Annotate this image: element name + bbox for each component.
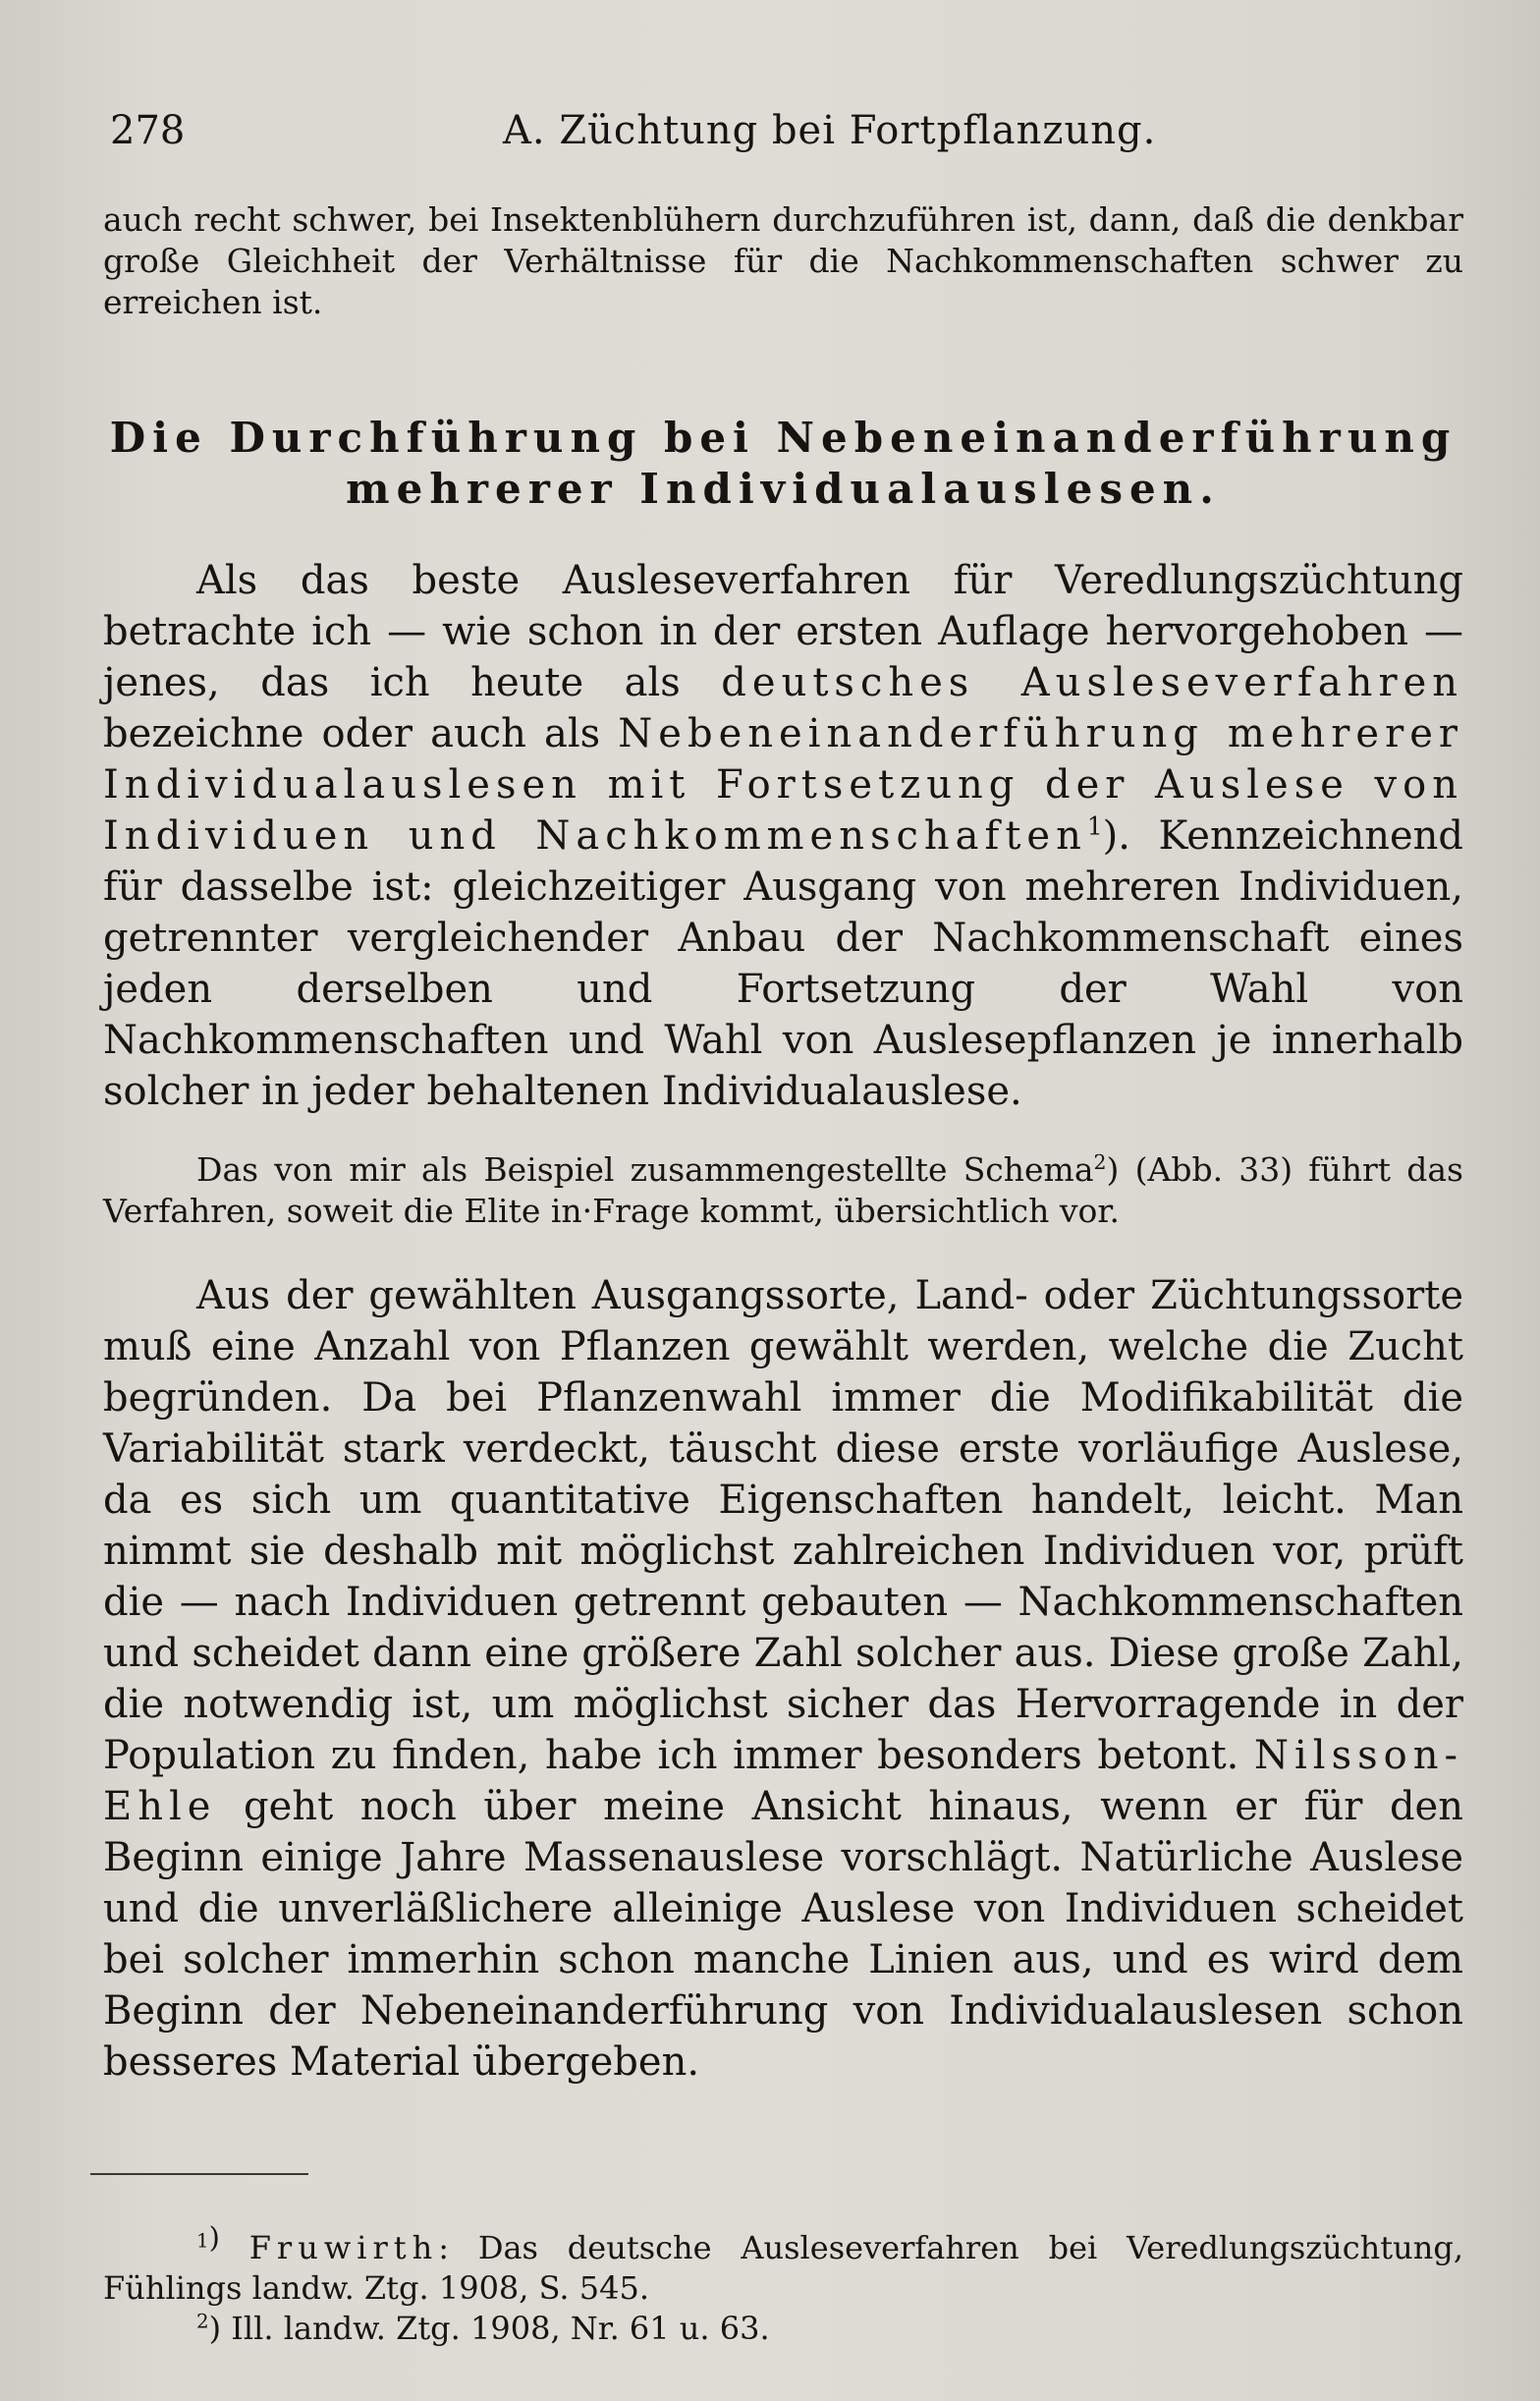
paragraph-2-text-a: Aus der gewählten Ausgangssorte, Land- oder Züchtungssorte muß eine Anzahl von Pflanzen gewählt werden, welche die Zucht begründen. Da bei Pflanzenwahl immer die Modifikabilität die Variabilität stark verdeckt, täuscht diese erste vorläufige Auslese, da es sich um quantitative Eigenschaften handelt, leicht. Man nimmt sie deshalb mit möglichst zahlreichen Individuen vor, prüft die — nach Individuen getrennt gebauten — Nachkommenschaften und scheidet dann eine größere Zahl solcher aus. Diese große Zahl, die notwendig ist, um möglichst sicher das Hervorragende in der Population zu finden, habe ich immer besonders betont.: [103, 1273, 1463, 1778]
footnote-1: $^1$) Fruwirth: Das deutsche Ausleseverfahren bei Veredlungszüchtung, Fühlings landw. Ztg. 1908, S. 545.: [103, 2220, 1463, 2307]
page-number: 278: [110, 108, 186, 153]
spaced-name-nilsson-ehle: Nilsson-Ehle: [103, 1733, 1463, 1829]
section-heading-line-1: Die Durchführung bei Nebeneinanderführung: [109, 414, 1458, 462]
continuation-paragraph: auch recht schwer, bei Insektenblühern durchzuführen ist, dann, daß die denkbar große Gleichheit der Verhältnisse für die Nachkommenschaften schwer zu erreichen ist.: [103, 200, 1463, 321]
note-text-b: ) (Abb. 33) führt das Verfahren, soweit die Elite in·Frage kommt, übersichtlich vor.: [103, 1150, 1463, 1230]
footnote-ref-2: 2: [1093, 1150, 1107, 1174]
footnote-2-mark: 2: [196, 2310, 209, 2333]
footnote-divider: [90, 2173, 308, 2175]
note-text-a: Das von mir als Beispiel zusammengestellte Schema: [196, 1150, 1094, 1189]
footnote-2: [103, 2309, 1463, 2349]
footnote-1-mark: 1: [196, 2229, 209, 2253]
spaced-term-deutsches-ausleseverfahren: deutsches Ausleseverfahren: [721, 660, 1463, 705]
section-heading-line-2: mehrerer Individualauslesen.: [346, 465, 1221, 513]
paragraph-1-text-b: bezeichne oder auch als: [103, 711, 619, 756]
page-header: [110, 103, 1446, 158]
paragraph-1-text-c: ). Kennzeichnend für dasselbe ist: gleichzeitiger Ausgang von mehreren Individuen, getrennter vergleichender Anbau der Nachkommenschaft eines jeden derselben und Fortsetzung der Wahl von Nachkommenschaften und Wahl von Auslesepflanzen je innerhalb solcher in jeder behaltenen Individualauslese.: [103, 813, 1463, 1114]
note-paragraph: [103, 1149, 1463, 1232]
footnote-ref-1: 1: [1086, 811, 1103, 841]
spaced-term-nebeneinanderfuehrung: Nebeneinanderführung mehrerer Individualauslesen mit Fortsetzung der Auslese von Individuen und Nachkommenschaften: [103, 711, 1464, 859]
paragraph-1-text-a: Als das beste Ausleseverfahren für Veredlungszüchtung betrachte ich — wie schon in der ersten Auflage hervorgehoben — jenes, das ich heute als: [103, 558, 1463, 705]
paragraph-1: [103, 555, 1463, 1117]
footnote-2-text: ) Ill. landw. Ztg. 1908, Nr. 61 u. 63.: [208, 2310, 770, 2347]
paragraph-2: [103, 1270, 1463, 2088]
running-head: A. Züchtung bei Fortpflanzung.: [503, 108, 1157, 153]
footnote-1-author: Fruwirth: [248, 2229, 439, 2266]
paragraph-2-text-b: geht noch über meine Ansicht hinaus, wenn er für den Beginn einige Jahre Massenauslese vorschlägt. Natürliche Auslese und die unverläßlichere alleinige Auslese von Individuen scheidet bei solcher immerhin schon manche Linien aus, und es wird dem Beginn der Nebeneinanderführung von Individualauslesen schon besseres Material übergeben.: [103, 1784, 1463, 2085]
section-heading: [103, 413, 1463, 515]
footnote-1-text: : Das deutsche Ausleseverfahren bei Veredlungszüchtung, Fühlings landw. Ztg. 1908, S. 545.: [103, 2229, 1463, 2307]
